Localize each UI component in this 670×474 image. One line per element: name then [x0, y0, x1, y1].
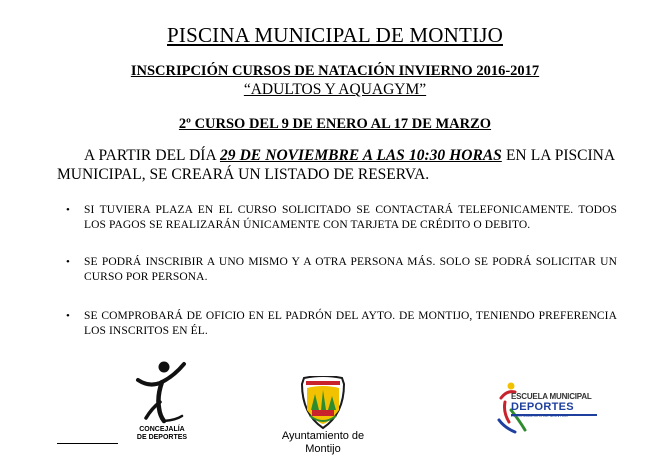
ayuntamiento-label [268, 430, 378, 456]
coat-of-arms-icon [268, 376, 378, 430]
escuela-line1: ESCUELA MUNICIPAL [511, 392, 592, 401]
ayuntamiento-logo [268, 376, 378, 471]
escuela-line2: DEPORTES [511, 401, 574, 413]
concejalia-logo [124, 358, 200, 442]
bullet-icon: • [66, 204, 70, 216]
intro-paragraph [57, 146, 615, 184]
concejalia-label [124, 426, 200, 442]
bullet-icon: • [66, 256, 70, 268]
intro-suffix: EN LA PISCINA MUNICIPAL, SE CREARÁ UN LISTADO DE RESERVA. [57, 147, 616, 183]
course-subtitle: INSCRIPCIÓN CURSOS DE NATACIÓN INVIERNO 2016-2017 [130, 63, 540, 79]
runner-figure-icon [124, 358, 200, 424]
concejalia-line1: CONCEJALÍA [139, 426, 185, 433]
list-item-text: SE PODRÁ INSCRIBIR A UNO MISMO Y A OTRA PERSONA MÁS. SOLO SE PODRÁ SOLICITAR UN CURSO POR PERSONA. [84, 256, 617, 283]
escuela-line3: AYUNTAMIENTO DE MONTIJO [511, 413, 568, 418]
signature-line [57, 443, 118, 444]
list-item-text: SE COMPROBARÁ DE OFICIO EN EL PADRÓN DEL AYTO. DE MONTIJO, TENIENDO PREFERENCIA LOS INSCRITOS EN ÉL. [84, 310, 617, 337]
conditions-list [62, 203, 617, 361]
intro-prefix: A PARTIR DEL DÍA [84, 147, 220, 164]
course-dates: 2º CURSO DEL 9 DE ENERO AL 17 DE MARZO [178, 116, 492, 132]
ayuntamiento-line2: Montijo [305, 443, 341, 455]
intro-highlight: 29 DE NOVIEMBRE A LAS 10:30 HORAS [219, 147, 502, 164]
ayuntamiento-line1: Ayuntamiento de [281, 430, 365, 442]
course-category: “ADULTOS Y AQUAGYM” [243, 81, 427, 98]
concejalia-line2: DE DEPORTES [136, 434, 188, 441]
list-item-text: SI TUVIERA PLAZA EN EL CURSO SOLICITADO SE CONTACTARÁ TELEFONICAMENTE. TODOS LOS PAGOS SE REALIZARÁN ÚNICAMENTE CON TARJETA DE CRÉDITO O DEBITO. [84, 204, 617, 231]
list-item [62, 203, 617, 233]
list-item [62, 255, 617, 285]
page-title: PISCINA MUNICIPAL DE MONTIJO [167, 23, 503, 47]
list-item [62, 309, 617, 339]
bullet-icon: • [66, 310, 70, 322]
escuela-logo [497, 380, 605, 436]
